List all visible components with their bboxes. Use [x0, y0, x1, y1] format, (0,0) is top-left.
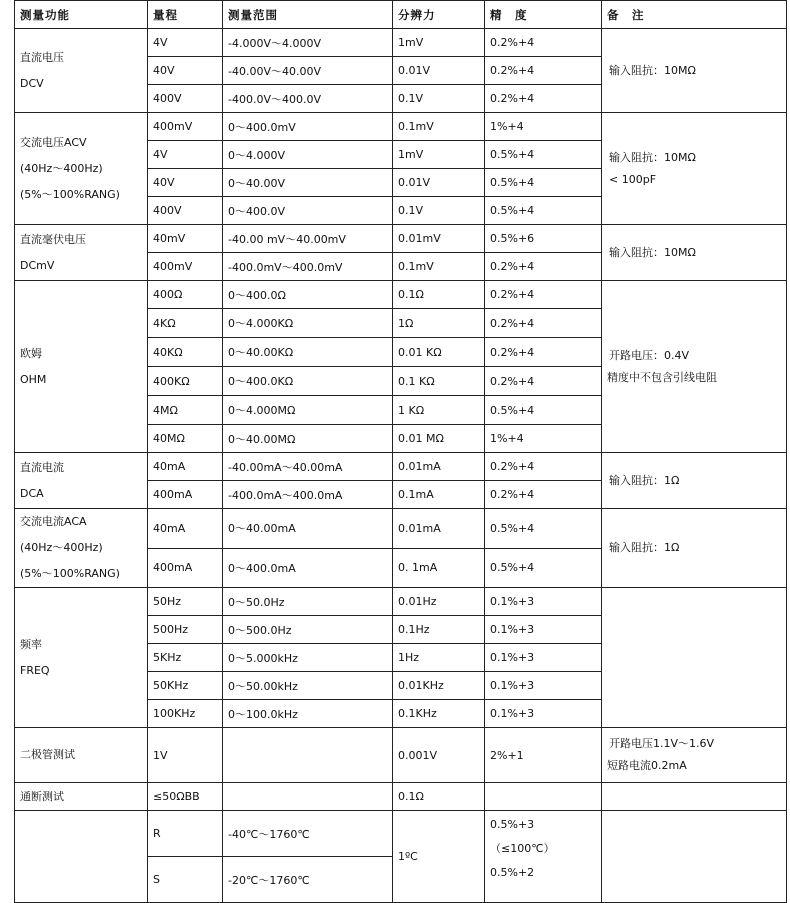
- function-cell-dcmv: 直流毫伏电压 DCmV: [15, 225, 148, 281]
- span-cell: 0～400.0mA: [223, 548, 393, 588]
- range-cell: 400V: [148, 197, 223, 225]
- range-cell: 50Hz: [148, 588, 223, 616]
- table-row: [15, 811, 787, 857]
- note-cell-dca: 输入阻抗：1Ω: [602, 453, 787, 509]
- function-cell-continuity: 通断测试: [15, 783, 148, 811]
- resolution-cell: 0.01KHz: [393, 672, 485, 700]
- resolution-cell: 0.001V: [393, 728, 485, 783]
- resolution-cell: 0. 1mA: [393, 548, 485, 588]
- resolution-cell: 1 KΩ: [393, 396, 485, 425]
- accuracy-cell: 0.2%+4: [485, 57, 602, 85]
- range-cell: 500Hz: [148, 616, 223, 644]
- range-cell: 40V: [148, 169, 223, 197]
- header-accuracy: 精 度: [485, 1, 602, 29]
- span-cell: 0～400.0mV: [223, 113, 393, 141]
- note-cell-freq: [602, 588, 787, 728]
- accuracy-cell: 0.5%+4: [485, 396, 602, 425]
- span-cell: -40.00V～40.00V: [223, 57, 393, 85]
- resolution-cell: 0.1mV: [393, 113, 485, 141]
- span-cell: 0～50.00kHz: [223, 672, 393, 700]
- span-cell: 0～50.0Hz: [223, 588, 393, 616]
- note-cell-thermo: [602, 811, 787, 903]
- range-cell: 400mA: [148, 481, 223, 509]
- resolution-cell: 0.01V: [393, 57, 485, 85]
- range-cell: 400KΩ: [148, 367, 223, 396]
- accuracy-cell: 0.5%+6: [485, 225, 602, 253]
- resolution-cell: 0.1Ω: [393, 783, 485, 811]
- resolution-cell: 0.1 KΩ: [393, 367, 485, 396]
- spec-table: [14, 0, 787, 903]
- span-cell: -40.00 mV～40.00mV: [223, 225, 393, 253]
- resolution-cell: 0.1Ω: [393, 281, 485, 309]
- accuracy-cell: [485, 783, 602, 811]
- span-cell: 0～400.0Ω: [223, 281, 393, 309]
- accuracy-cell-thermo: 0.5%+3 （≤100℃） 0.5%+2: [485, 811, 602, 903]
- span-cell: 0～5.000kHz: [223, 644, 393, 672]
- resolution-cell: 0.01Hz: [393, 588, 485, 616]
- accuracy-cell: 0.1%+3: [485, 616, 602, 644]
- resolution-cell: 0.1mA: [393, 481, 485, 509]
- span-cell: 0～40.00MΩ: [223, 425, 393, 453]
- note-cell-dcv: 输入阻抗：10MΩ: [602, 29, 787, 113]
- range-cell: 4MΩ: [148, 396, 223, 425]
- resolution-cell: 0.01mV: [393, 225, 485, 253]
- range-cell: 5KHz: [148, 644, 223, 672]
- accuracy-cell: 0.5%+4: [485, 548, 602, 588]
- accuracy-cell: 0.5%+4: [485, 141, 602, 169]
- range-cell: 40MΩ: [148, 425, 223, 453]
- range-cell: 40mA: [148, 509, 223, 549]
- function-cell-aca: 交流电流ACA (40Hz～400Hz) (5%～100%RANG): [15, 509, 148, 588]
- resolution-cell: 1Hz: [393, 644, 485, 672]
- range-cell: 40mA: [148, 453, 223, 481]
- span-cell: [223, 728, 393, 783]
- accuracy-cell: 0.5%+4: [485, 169, 602, 197]
- resolution-cell: 0.01V: [393, 169, 485, 197]
- range-cell: 50KHz: [148, 672, 223, 700]
- span-cell: 0～40.00V: [223, 169, 393, 197]
- table-row: [15, 113, 787, 141]
- resolution-cell: 1Ω: [393, 309, 485, 338]
- accuracy-cell: 0.2%+4: [485, 309, 602, 338]
- note-cell-aca: 输入阻抗：1Ω: [602, 509, 787, 588]
- table-row: [15, 29, 787, 57]
- function-cell-freq: 频率 FREQ: [15, 588, 148, 728]
- span-cell: -4.000V～4.000V: [223, 29, 393, 57]
- span-cell: -400.0mV～400.0mV: [223, 253, 393, 281]
- accuracy-cell: 0.1%+3: [485, 588, 602, 616]
- header-range: 量程: [148, 1, 223, 29]
- range-cell: 40V: [148, 57, 223, 85]
- table-row: [15, 783, 787, 811]
- span-cell: 0～4.000MΩ: [223, 396, 393, 425]
- range-cell: 4V: [148, 141, 223, 169]
- range-cell: 40KΩ: [148, 338, 223, 367]
- span-cell: [223, 783, 393, 811]
- range-cell: 400V: [148, 85, 223, 113]
- accuracy-cell: 0.5%+4: [485, 197, 602, 225]
- note-cell-acv: 输入阻抗：10MΩ < 100pF: [602, 113, 787, 225]
- range-cell: 100KHz: [148, 700, 223, 728]
- accuracy-cell: 0.1%+3: [485, 672, 602, 700]
- resolution-cell: 1mV: [393, 29, 485, 57]
- range-cell: 4V: [148, 29, 223, 57]
- resolution-cell: 0.01mA: [393, 453, 485, 481]
- resolution-cell: 0.1V: [393, 85, 485, 113]
- span-cell: 0～100.0kHz: [223, 700, 393, 728]
- header-span: 测量范围: [223, 1, 393, 29]
- span-cell: 0～4.000V: [223, 141, 393, 169]
- function-cell-acv: 交流电压ACV (40Hz～400Hz) (5%～100%RANG): [15, 113, 148, 225]
- table-row: [15, 588, 787, 616]
- range-cell: 400mV: [148, 113, 223, 141]
- range-cell: 400mV: [148, 253, 223, 281]
- resolution-cell: 1mV: [393, 141, 485, 169]
- span-cell: -20℃～1760℃: [223, 857, 393, 903]
- accuracy-cell: 0.2%+4: [485, 367, 602, 396]
- span-cell: 0～40.00mA: [223, 509, 393, 549]
- table-row: [15, 281, 787, 309]
- table-row: [15, 453, 787, 481]
- span-cell: -40.00mA～40.00mA: [223, 453, 393, 481]
- resolution-cell: 0.01 KΩ: [393, 338, 485, 367]
- accuracy-cell: 0.2%+4: [485, 253, 602, 281]
- accuracy-cell: 0.2%+4: [485, 29, 602, 57]
- table-row: [15, 728, 787, 783]
- accuracy-cell: 1%+4: [485, 425, 602, 453]
- resolution-cell: 0.1mV: [393, 253, 485, 281]
- range-cell: 1V: [148, 728, 223, 783]
- resolution-cell-thermo: 1ºC: [393, 811, 485, 903]
- accuracy-cell: 0.2%+4: [485, 481, 602, 509]
- span-cell: -400.0V～400.0V: [223, 85, 393, 113]
- accuracy-cell: 2%+1: [485, 728, 602, 783]
- function-cell-thermo: [15, 811, 148, 903]
- span-cell: 0～4.000KΩ: [223, 309, 393, 338]
- header-func: 测量功能: [15, 1, 148, 29]
- resolution-cell: 0.1V: [393, 197, 485, 225]
- span-cell: 0～500.0Hz: [223, 616, 393, 644]
- range-cell: 400Ω: [148, 281, 223, 309]
- span-cell: -400.0mA～400.0mA: [223, 481, 393, 509]
- span-cell: 0～400.0V: [223, 197, 393, 225]
- span-cell: 0～400.0KΩ: [223, 367, 393, 396]
- function-cell-ohm: 欧姆 OHM: [15, 281, 148, 453]
- accuracy-cell: 1%+4: [485, 113, 602, 141]
- span-cell: -40℃～1760℃: [223, 811, 393, 857]
- note-cell-ohm: 开路电压：0.4V 精度中不包含引线电阻: [602, 281, 787, 453]
- range-cell: 40mV: [148, 225, 223, 253]
- function-cell-dca: 直流电流 DCA: [15, 453, 148, 509]
- range-cell: S: [148, 857, 223, 903]
- accuracy-cell: 0.2%+4: [485, 338, 602, 367]
- range-cell: 400mA: [148, 548, 223, 588]
- header-row: [15, 1, 787, 29]
- function-cell-dcv: 直流电压 DCV: [15, 29, 148, 113]
- range-cell: R: [148, 811, 223, 857]
- accuracy-cell: 0.2%+4: [485, 85, 602, 113]
- header-note: 备 注: [602, 1, 787, 29]
- range-cell: 4KΩ: [148, 309, 223, 338]
- accuracy-cell: 0.2%+4: [485, 281, 602, 309]
- resolution-cell: 0.01 MΩ: [393, 425, 485, 453]
- note-cell-dcmv: 输入阻抗：10MΩ: [602, 225, 787, 281]
- function-cell-diode: 二极管测试: [15, 728, 148, 783]
- resolution-cell: 0.01mA: [393, 509, 485, 549]
- header-resolution: 分辨力: [393, 1, 485, 29]
- resolution-cell: 0.1Hz: [393, 616, 485, 644]
- span-cell: 0～40.00KΩ: [223, 338, 393, 367]
- accuracy-cell: 0.5%+4: [485, 509, 602, 549]
- accuracy-cell: 0.1%+3: [485, 644, 602, 672]
- accuracy-cell: 0.1%+3: [485, 700, 602, 728]
- resolution-cell: 0.1KHz: [393, 700, 485, 728]
- note-cell-continuity: [602, 783, 787, 811]
- note-cell-diode: 开路电压1.1V～1.6V 短路电流0.2mA: [602, 728, 787, 783]
- table-row: [15, 509, 787, 549]
- accuracy-cell: 0.2%+4: [485, 453, 602, 481]
- table-row: [15, 225, 787, 253]
- range-cell: ≤50ΩBB: [148, 783, 223, 811]
